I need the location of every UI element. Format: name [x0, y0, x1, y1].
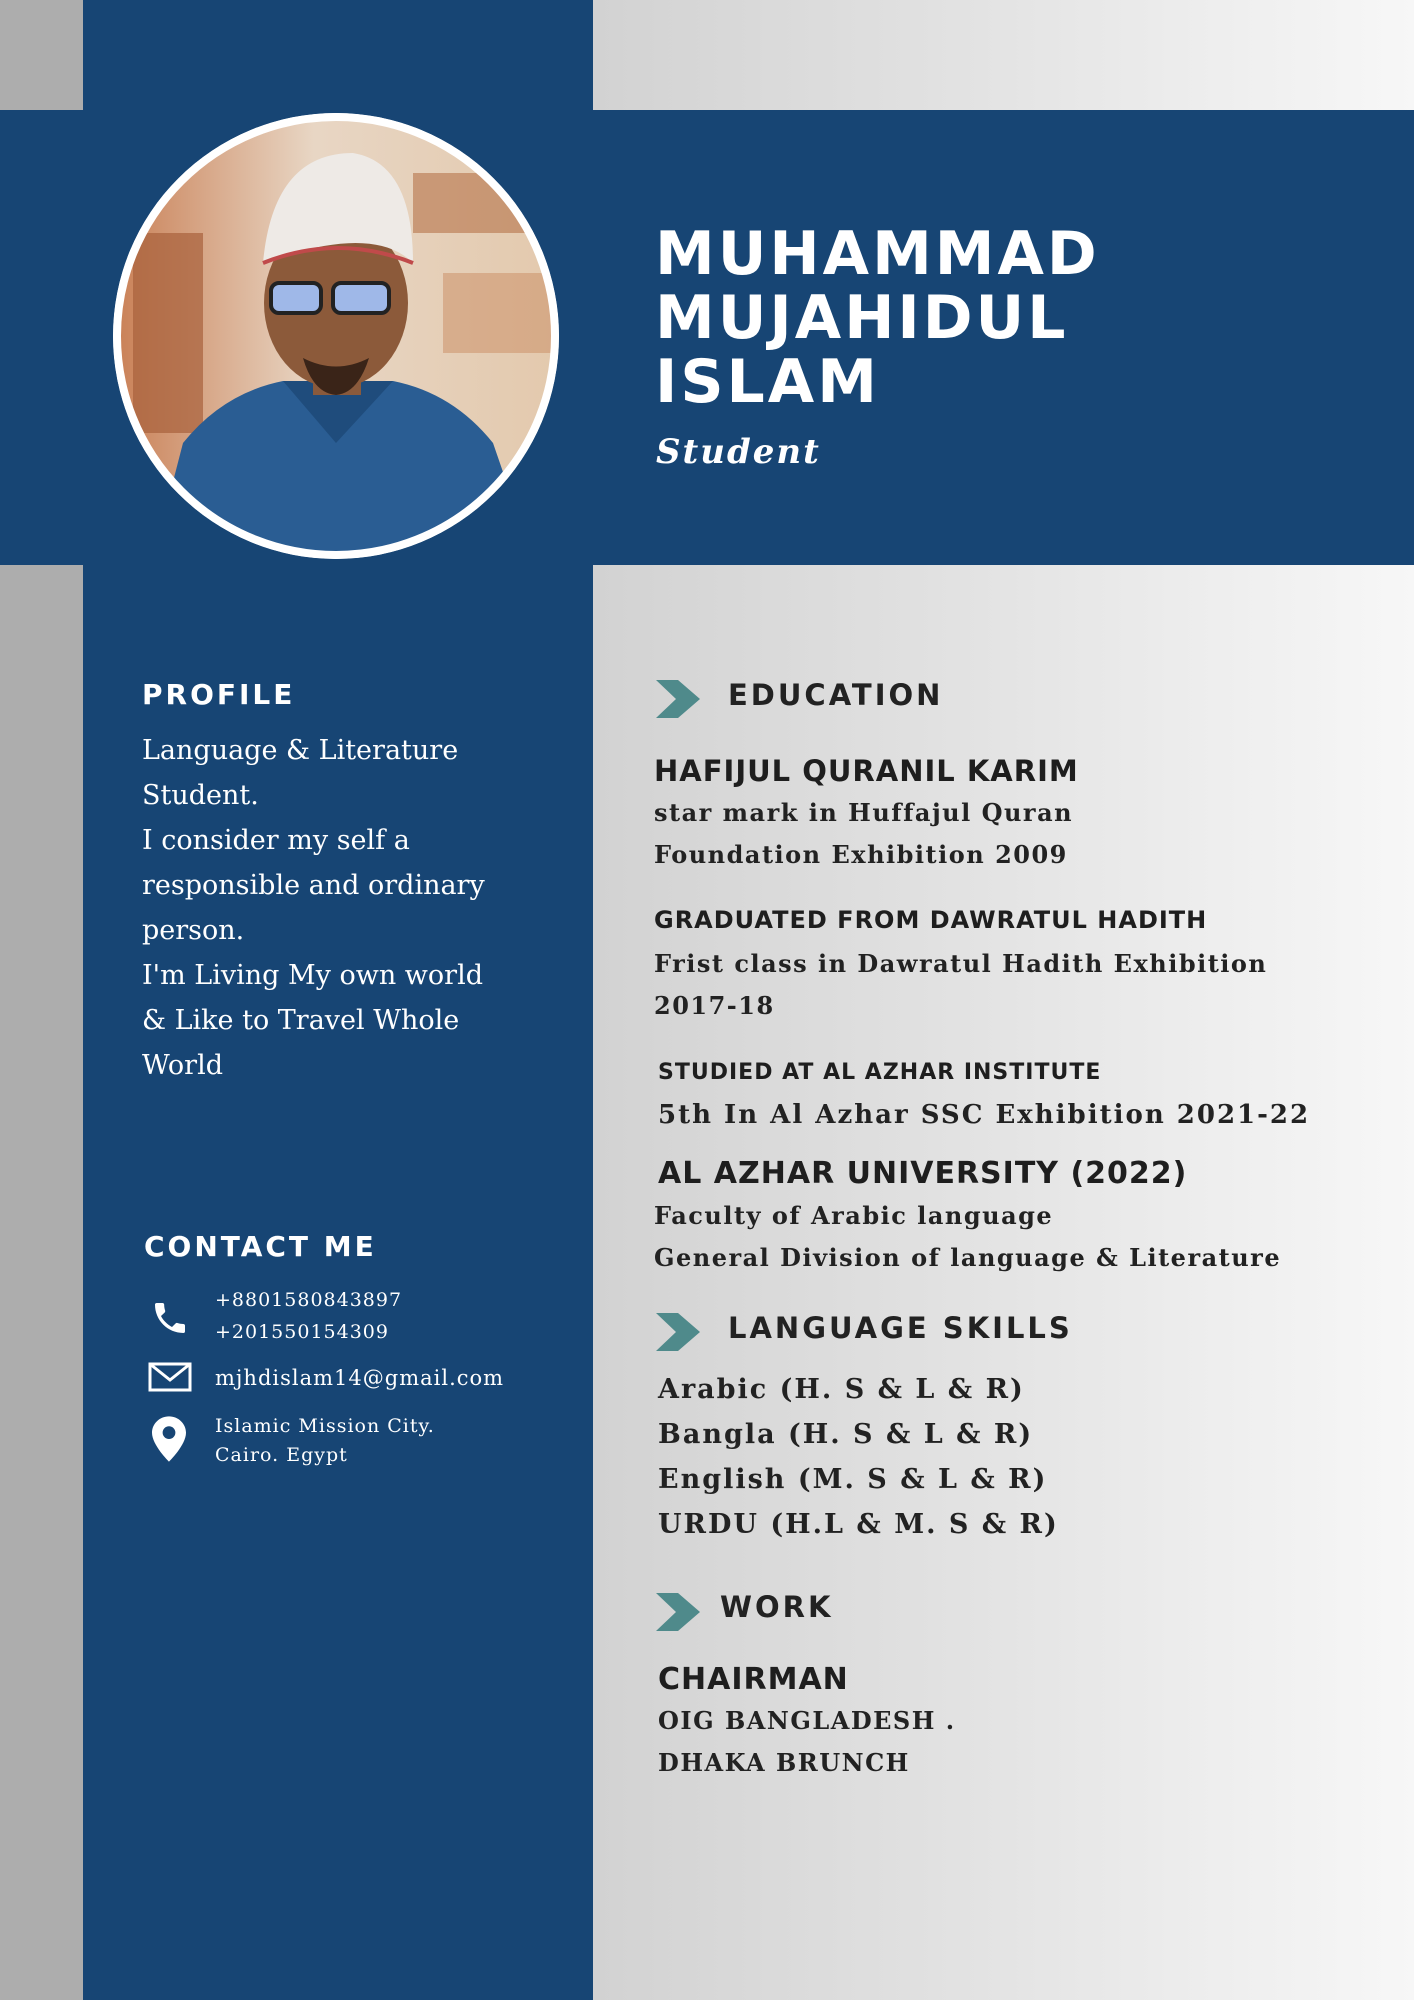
- mail-icon: [148, 1362, 192, 1392]
- profile-photo: [113, 113, 559, 559]
- phone-number[interactable]: +201550154309: [215, 1321, 389, 1343]
- job-role: Student: [656, 432, 821, 472]
- name-line-2: MUJAHIDUL: [655, 283, 1069, 353]
- education-heading: EDUCATION: [728, 678, 944, 712]
- language-item: URDU (H.L & M. S & R): [658, 1509, 1059, 1540]
- entry-line: 2017-18: [654, 991, 775, 1020]
- contact-heading: CONTACT ME: [144, 1230, 377, 1263]
- chevron-right-icon: [656, 680, 702, 718]
- phone-icon: [150, 1298, 190, 1338]
- chevron-right-icon: [656, 1593, 702, 1631]
- phone-number[interactable]: +8801580843897: [215, 1289, 403, 1311]
- language-skills-heading: LANGUAGE SKILLS: [728, 1311, 1073, 1345]
- profile-line: I consider my self a: [142, 825, 410, 856]
- education-entry-title: AL AZHAR UNIVERSITY (2022): [658, 1156, 1188, 1191]
- entry-line: General Division of language & Literature: [654, 1243, 1282, 1272]
- profile-text: [142, 728, 572, 1088]
- profile-heading: PROFILE: [142, 678, 296, 711]
- language-item: English (M. S & L & R): [658, 1464, 1048, 1495]
- email-address[interactable]: mjhdislam14@gmail.com: [215, 1366, 505, 1390]
- language-list: [658, 1367, 1059, 1547]
- profile-line: World: [142, 1050, 223, 1081]
- entry-line: star mark in Huffajul Quran: [654, 798, 1074, 827]
- entry-line: Foundation Exhibition 2009: [654, 840, 1068, 869]
- language-item: Bangla (H. S & L & R): [658, 1419, 1034, 1450]
- education-entry-title: STUDIED AT AL AZHAR INSTITUTE: [658, 1060, 1102, 1085]
- education-entry-text: [654, 792, 1073, 876]
- profile-line: & Like to Travel Whole: [142, 1005, 460, 1036]
- profile-line: Student.: [142, 780, 259, 811]
- work-heading: WORK: [720, 1590, 834, 1624]
- education-entry-title: GRADUATED FROM DAWRATUL HADITH: [654, 906, 1208, 934]
- name-line-3: ISLAM: [655, 347, 880, 417]
- education-entry-title: HAFIJUL QURANIL KARIM: [654, 754, 1079, 788]
- chevron-right-icon: [656, 1313, 702, 1351]
- name-line-1: MUHAMMAD: [655, 219, 1100, 289]
- entry-line: Faculty of Arabic language: [654, 1201, 1054, 1230]
- work-details: [658, 1700, 956, 1784]
- profile-line: Language & Literature: [142, 735, 459, 766]
- education-entry-text: [658, 1094, 1310, 1136]
- work-title: CHAIRMAN: [658, 1662, 849, 1697]
- work-line: OIG BANGLADESH .: [658, 1706, 956, 1735]
- location-pin-icon: [152, 1416, 186, 1462]
- entry-line: 5th In Al Azhar SSC Exhibition 2021-22: [658, 1100, 1311, 1130]
- profile-line: responsible and ordinary: [142, 870, 485, 901]
- education-entry-text: [654, 1195, 1281, 1279]
- person-name: [655, 219, 1100, 417]
- address-line: Islamic Mission City.: [215, 1415, 435, 1437]
- address: [215, 1412, 435, 1470]
- profile-line: person.: [142, 915, 245, 946]
- entry-line: Frist class in Dawratul Hadith Exhibition: [654, 949, 1268, 978]
- education-entry-text: [654, 943, 1267, 1027]
- profile-line: I'm Living My own world: [142, 960, 483, 991]
- address-line: Cairo. Egypt: [215, 1444, 348, 1466]
- phone-numbers: [215, 1284, 402, 1348]
- language-item: Arabic (H. S & L & R): [658, 1374, 1025, 1405]
- work-line: DHAKA BRUNCH: [658, 1748, 910, 1777]
